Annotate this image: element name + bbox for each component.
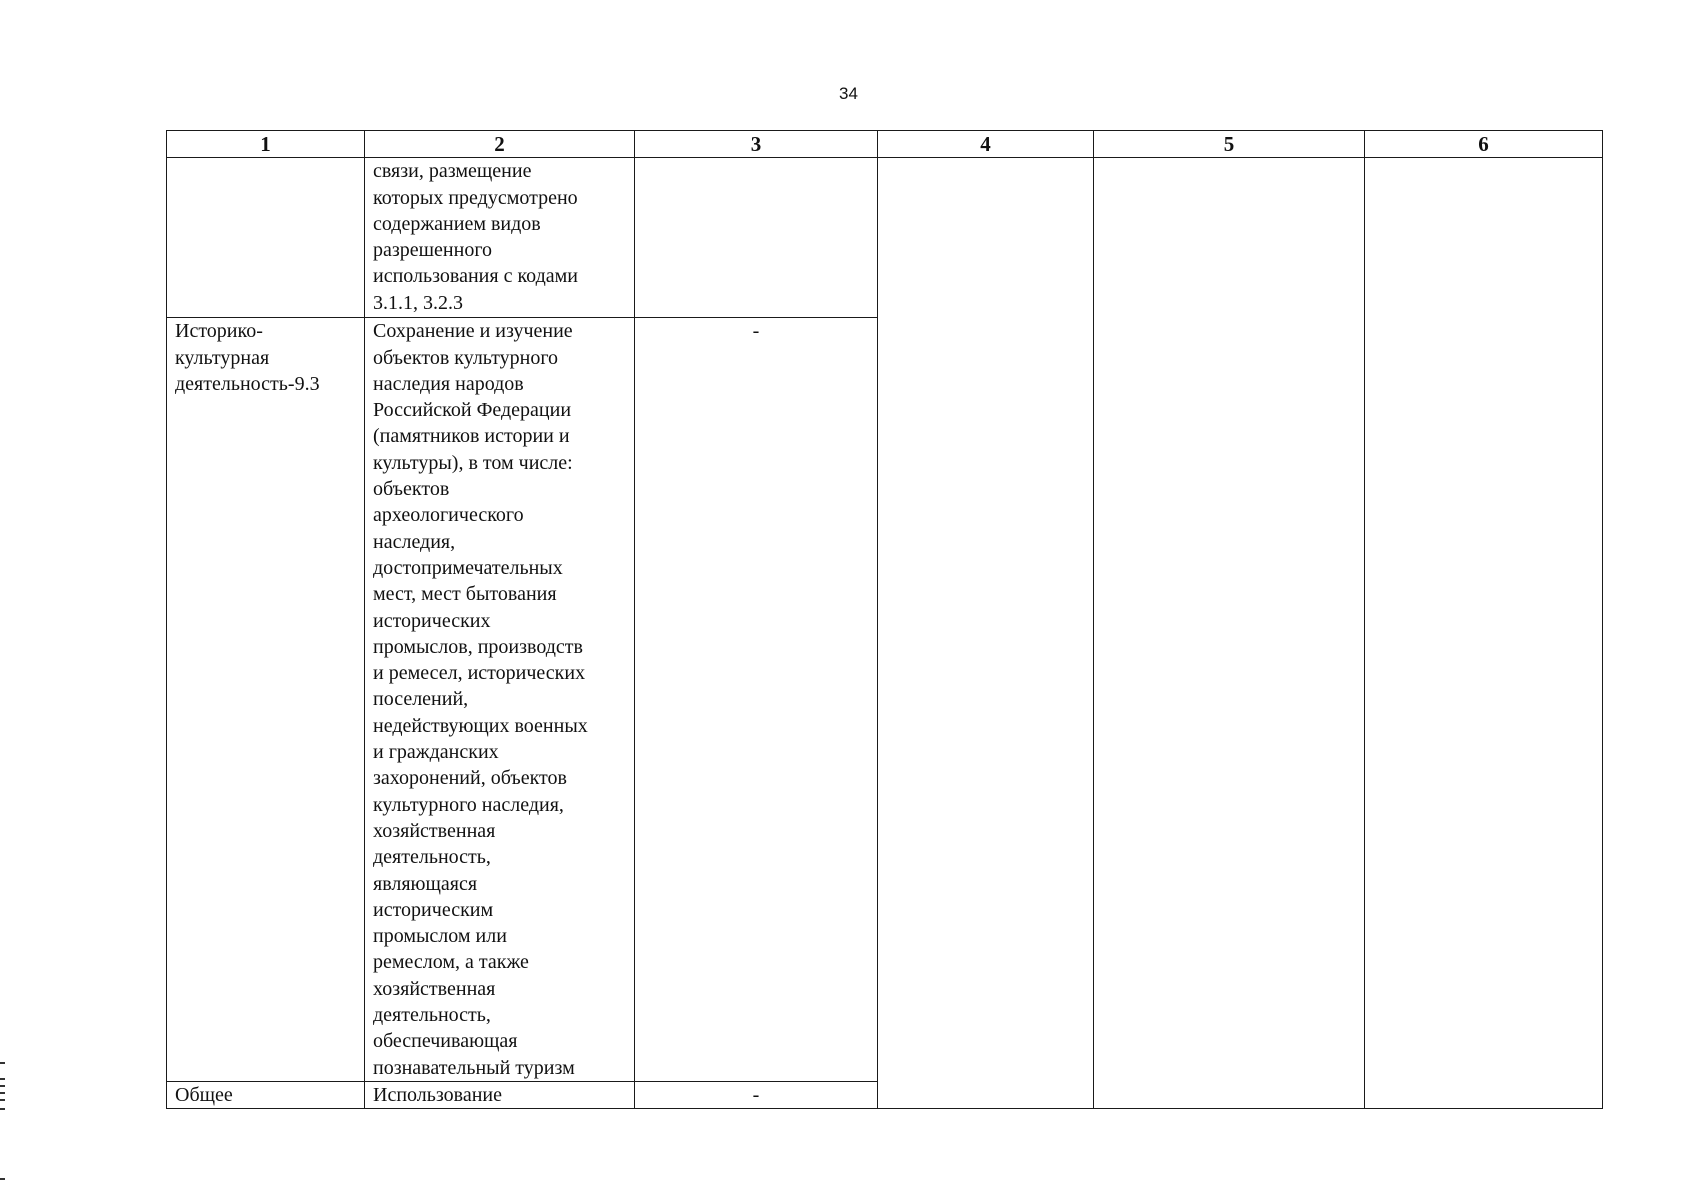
page-number: 34 <box>839 84 858 103</box>
cell-col-4-merged <box>878 158 1094 1109</box>
scan-artifact-mark <box>0 1108 5 1110</box>
table-header-row <box>167 131 1603 158</box>
cell-land-use-type <box>167 158 365 318</box>
header-col-4: 4 <box>878 131 1094 158</box>
cell-col-5-merged <box>1094 158 1365 1109</box>
scan-artifact-mark <box>0 1099 5 1101</box>
cell-code: - <box>635 318 878 1082</box>
header-col-2: 2 <box>365 131 635 158</box>
cell-land-use-type: Общее <box>167 1081 365 1108</box>
cell-col-6-merged <box>1365 158 1603 1109</box>
scan-artifact-mark <box>0 1092 5 1094</box>
header-col-1: 1 <box>167 131 365 158</box>
header-col-3: 3 <box>635 131 878 158</box>
scan-artifact-mark <box>0 1062 5 1064</box>
header-col-5: 5 <box>1094 131 1365 158</box>
regulation-table <box>166 130 1603 1109</box>
header-col-6: 6 <box>1365 131 1603 158</box>
cell-code <box>635 158 878 318</box>
scan-artifact-mark <box>0 1078 5 1080</box>
table-row <box>167 158 1603 318</box>
cell-land-use-type: Историко- культурная деятельность-9.3 <box>167 318 365 1082</box>
cell-description: Использование <box>365 1081 635 1108</box>
cell-code: - <box>635 1081 878 1108</box>
cell-description: связи, размещение которых предусмотрено содержанием видов разрешенного использования с кодами 3.1.1, 3.2.3 <box>365 158 635 318</box>
scan-artifact-mark <box>0 1085 5 1087</box>
scan-artifact-mark <box>0 1178 5 1180</box>
cell-description: Сохранение и изучение объектов культурного наследия народов Российской Федерации (памятников истории и культуры), в том числе: объектов археологического наследия, достопримечательных мест, мест бытования исторических промыслов, производств и ремесел, исторических поселений, недействующих военных и гражданских захоронений, объектов культурного наследия, хозяйственная деятельность, являющаяся историческим промыслом или ремеслом, а также хозяйственная деятельность, обеспечивающая познавательный туризм <box>365 318 635 1082</box>
